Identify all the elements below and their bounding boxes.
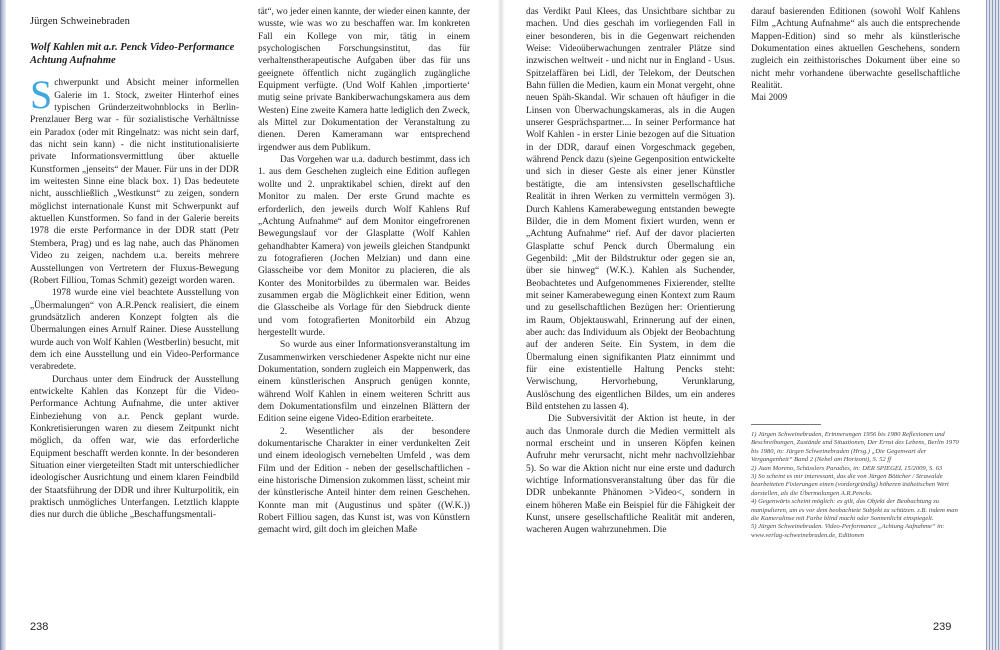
paragraph [30, 72, 239, 287]
paragraph: tät“, wo jeder einen kannte, der wieder einen kannte, der wusste, wie was wo zu beschaffen war. Im konkreten Fall ein Kollege von mir, tätig in einem psychologischen Forschungsinstitut, das für verhaltenstherapeutische Aufgaben über das für uns geeignete öffentlich nicht zugänglich zugängliche Equipment verfügte. (Und Wolf Kahlen ‚importierte‘ mutig seine private Bankiberwachungskamera aus dem Westen) Eine zweite Kamera hatte lediglich den Zweck, als Mittel zur Dokumentation der Veranstaltung zu dienen. Deren Kameramann war entsprechend irgendwer aus dem Publikum. [258, 7, 470, 153]
footnote: 5) Jürgen Schweinebraden. Video-Performance „Achtung Aufnahme“ in: www.verlag-schweinebraden.de, Editionen [751, 523, 945, 539]
page-number-right: 239 [933, 621, 952, 633]
book-gutter [497, 0, 505, 650]
right-column-1 [526, 6, 735, 537]
paragraph: Die Subversivität der Aktion ist heute, in der auch das Unmorale durch die Medien vermittelt als normal erscheint und in unseren Köpfen keinen Aufruhr mehr verursacht, nicht mehr nachvollziehbar 5). So war die Aktion nicht nur eine erste und dadurch wichtige Informationsveranstaltung über das für die DDR unbekannte Phänomen >Video<, sondern in einem höheren Maße ein Beispiel für die Fähigkeit der Kunst, unsere gesellschaftliche Realität mit anderen, wacheren Augen wahrzunehmen. Die [526, 414, 735, 536]
paragraph: darauf basierenden Editionen (sowohl Wolf Kahlens Film „Achtung Aufnahme“ als auch die entsprechende Mappen-Edition) sind so mehr als künstlerische Dokumentation eines aktuellen Geschehens, sondern zugleich ein zeithistorisches Dokument über eine so nicht mehr vorhandene überwachte gesellschaftliche Realität. [751, 7, 960, 92]
left-column-1 [30, 16, 239, 522]
footnotes [751, 431, 963, 540]
paragraph: Das Vorgehen war u.a. dadurch bestimmt, dass ich 1. aus dem Geschehen zugleich eine Edition auflegen wollte und 2. unpraktikabel schien, direkt auf den Monitor zu malen. Der erste Grund machte es erforderlich, den jeweils durch Wolf Kahlens Ruf „Achtung Aufnahme“ auf dem Monitor eingefrorenen Bewegungslauf vor der Glasplatte (Wolf Kahlen gehandhabter Kamera) von jeweils gleichen Standpunkt zu fotografieren (Jochen Melzian) und dann eine Glasscheibe vor dem Monitor zu placieren, die als Konter des Monitorbildes zu übermalen war. Beides zusammen ergab die Möglichkeit einer Edition, wenn die Glasscheibe als Vorlage für den Siebdruck diente und vom fotografierten Monitorbild ein Abzug hergestellt wurde. [258, 155, 470, 338]
drop-cap: S [30, 72, 53, 118]
right-column-2 [751, 6, 960, 105]
footnote: 1) Jürgen Schweinebraden, Erinnerungen 1956 bis 1980 Reflexionen und Beschreibungen, Zustände und Situationen, Der Ernst des Lebens, Berlin 1970 bis 1980, in: Jürgen Schweinebraden (Hrsg.) „Die Gegenwart der Vergangenheit“ Band 2 (Nebel am Horizont), S. 52 ff [751, 431, 959, 464]
footnote-rule [751, 424, 821, 425]
paragraph-text: chwerpunkt und Absicht meiner informellen Galerie im 1. Stock, zweiter Hinterhof eines typischen Gründerzeitwohnblocks in Berlin-Prenzlauer Berg war - für sozialistische Verhältnisse ein Paradox (oder mit Ringelnatz: was nicht sein darf, das nicht sein kann) - die nicht institutionalisierte private Informationsvermittlung über aktuelle Kunstformen „jenseits“ der Mauer. Für uns in der DDR im weitesten Sinne eine black box. 1) Das bedeutete nicht, ausschließlich „Westkunst“ zu zeigen, sondern möglichst internationale Kunst mit Schwerpunkt auf aktuellen Kunstformen. So fand in der Galerie bereits 1978 die erste Performance in der DDR statt (Petr Stembera, Prag) und es lag nahe, auch das Phänomen Video zu zeigen, nachdem u.a. bereits mehrere Ausstellungen von Vertretern der Fluxus-Bewegung (Robert Filliou, Tomas Schmit) gezeigt worden waren. [30, 78, 239, 286]
book-edge-left [0, 0, 6, 650]
author-name: Jürgen Schweinebraden [30, 16, 130, 27]
footnote: 2) Juan Moreno, Schüsslers Paradies, in: DER SPIEGEL 15/2009, S. 63 [751, 464, 943, 472]
paragraph: 1978 wurde eine viel beachtete Ausstellung von „Übermalungen“ von A.R.Penck realisiert, die einem grundsätzlich anderen Konzept folgten als die Übermalungen eines Arnulf Rainer. Diese Ausstellung wurde auch von Wolf Kahlen (Westberlin) besucht, mit dem ich eine Ausstellung und ein Video-Performance verabredete. [30, 288, 239, 373]
paragraph: das Verdikt Paul Klees, das Unsichtbare sichtbar zu machen. Und dies geschah im vorliegenden Fall in einer besonderen, bis in die Gegenwart reichenden Weise: Videoüberwachungen zentraler Plätze sind inzwischen weltweit - und nicht nur in England - Usus. Spitzelaffären bei Lidl, der Telekom, der Deutschen Bahn füllen die Medien, kaum ein Monat vergeht, ohne neuen Späh-Skandal. Wir schauen oft häufiger in die Linsen von Überwachungskameras, als in die Augen unserer Gesprächspartner.... In seiner Performance hat Wolf Kahlen - in erster Linie bezogen auf die Situation in der DDR, darauf einen Vorgeschmack gegeben, während Penck dazu (s)eine Gegenposition entwickelte und sich in dieser Geste als einer jener Künstler bestätigte, die am intensivsten gesellschaftliche Realität in ihren Werken zu vermitteln vermögen 3). Durch Kahlens Kamerabewegung entstanden bewegte Bilder, die in dem Moment fixiert wurden, wenn er „Achtung Aufnahme“ rief. Auf der davor placierten Glasplatte schuf Penck durch Übermalung ein Gegenbild: „Mit der Bildstruktur oder gegen sie an, über sie hinweg“ (W.K.). Kahlen als Suchender, Beobachtetes und Aufgenommenes Fixierender, stellte mit seiner Kamerabewegung einen Kontext zum Raum und zu gesellschaftlichen Bezügen her: Orientierung im Raum, Objektauswahl, Erinnerung auf der einen, aber auch: das Individuum als Objekt der Beobachtung auf der anderen Seite. Ein System, in dem die Übermalung einen signifikanten Platz einnimmt und für eine existentielle Haltung Pencks steht: Verwischung, Hervorhebung, Verunklarung, Auslöschung des eigentlichen Bildes, um ein anderes Bild entstehen zu lassen 4). [526, 7, 735, 412]
paragraph: So wurde aus einer Informationsveranstaltung im Zusammenwirken verschiedener Aspekte nicht nur eine Dokumentation, sondern zugleich ein Mappenwerk, das einem künstlerischen Anspruch genügen konnte, während Wolf Kahlen in einem weiteren Schritt aus dem Dokumentationsfilm und einzelnen Blättern der Edition seine eigene Video-Edition erarbeitete. [258, 340, 470, 425]
paragraph: Durchaus unter dem Eindruck der Ausstellung entwickelte Kahlen das Konzept für die Video-Performance Achtung Aufnahme, die unter aktiver Einbeziehung von a.r. Penck geplant wurde. Konkretisierungen waren zu diesem Zeitpunkt nicht möglich, da offen war, wie das erforderliche Equipment beschafft werden konnte. In der besonderen Situation einer viergeteilten Stadt mit unterschiedlicher ideologischer Ausrichtung und einem klaren Feindbild der Staatsführung der DDR und ihrer Kulturpolitik, ein praktisch unmögliches Unterfangen. Letztlich klappte dies nur durch die übliche „Beschaffungsmentali- [30, 374, 239, 521]
page-number-left: 238 [30, 621, 49, 633]
date-line: Mai 2009 [751, 93, 788, 104]
left-column-2 [258, 6, 470, 537]
article-title: Wolf Kahlen mit a.r. Penck Video-Performance Achtung Aufnahme [30, 42, 235, 66]
paragraph: 2. Wesentlicher als der besondere dokumentarische Charakter in einer verdunkelten Zeit und einem ideologisch vernebelten Umfeld , was dem Film und der Edition - neben der gesellschaftlichen - eine historische Dimension zukommen lässt, scheint mir der künstlerische Anteil hinter dem reinen Geschehen. Konnte man mit (Augustinus und später ((W.K.)) Robert Filliou sagen, das Kunst ist, was von Künstlern gemacht wird, gilt doch im gleichen Maße [258, 426, 470, 536]
footnote: 3) So scheint es mir interessant, das die von Jürgen Böttcher / Strawalde bearbeiteten Fixierungen einen (vordergründig) höheren ästhetischen Wert darstellen, als die Übermalungen A.R.Pencks. [751, 473, 949, 497]
book-edge-right [986, 0, 1000, 650]
footnote: 4) Gegenwärts scheint möglich: es gilt, das Objekt der Beobachtung zu manipulieren, um es vor dem beobachtete Subjekt zu schützen. z.B. indem man die Kameralinse mit Farbe blind macht oder Sonnenlicht einspiegelt. [751, 498, 958, 523]
